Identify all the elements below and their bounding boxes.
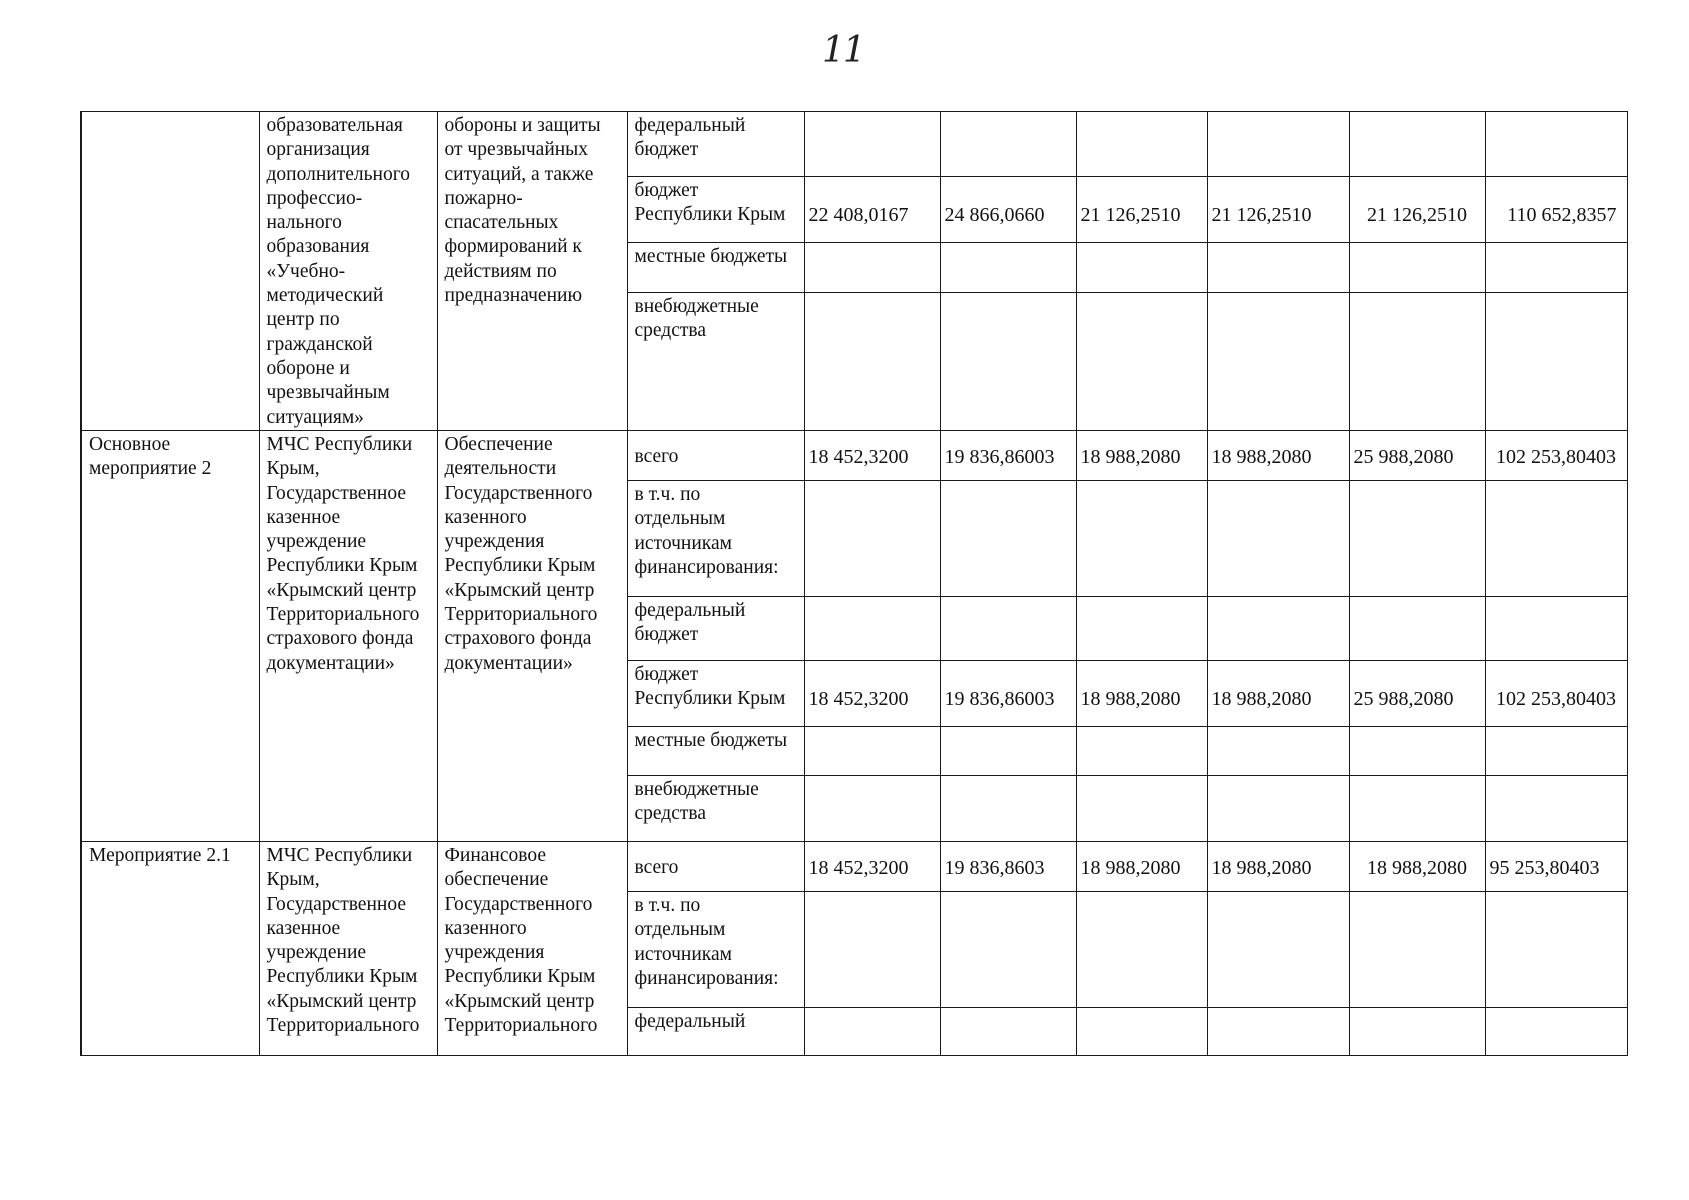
amount-cell — [940, 112, 1076, 177]
group-description-cell: Финансовое обеспечение Государственного казенного учреждения Республики Крым «Крымский центр Территориального — [437, 842, 627, 1056]
amount-cell — [1076, 776, 1207, 842]
amount-cell — [940, 597, 1076, 661]
amount-cell: 25 988,2080 — [1349, 431, 1485, 481]
group-executor-cell: МЧС Республики Крым, Государственное казенное учреждение Республики Крым «Крымский центр Территориального — [259, 842, 437, 1056]
amount-cell — [940, 1008, 1076, 1056]
amount-cell — [804, 892, 940, 1008]
amount-cell — [804, 727, 940, 776]
table-row — [81, 112, 1627, 177]
page-number: 11 — [822, 30, 864, 71]
amount-cell — [1207, 112, 1349, 177]
amount-cell — [1076, 1008, 1207, 1056]
group-executor-cell: МЧС Республики Крым, Государственное казенное учреждение Республики Крым «Крымский центр Территориального страхового фонда документации» — [259, 431, 437, 842]
group-name-cell — [81, 112, 259, 431]
amount-cell — [940, 481, 1076, 597]
amount-cell — [804, 776, 940, 842]
amount-cell — [1349, 293, 1485, 431]
group-name-cell: Мероприятие 2.1 — [81, 842, 259, 1056]
funding-source-label: внебюджетные средства — [627, 776, 804, 842]
funding-source-label: бюджет Республики Крым — [627, 177, 804, 243]
amount-cell — [1076, 597, 1207, 661]
amount-cell — [1349, 243, 1485, 293]
amount-cell: 19 836,8603 — [940, 842, 1076, 892]
group-description-cell: обороны и защиты от чрезвычайных ситуаций, а также пожарно-спасательных формирований к действиям по предназначению — [437, 112, 627, 431]
amount-cell — [940, 727, 1076, 776]
amount-cell — [940, 776, 1076, 842]
amount-cell: 102 253,80403 — [1485, 661, 1627, 727]
amount-cell — [804, 481, 940, 597]
amount-cell — [1076, 112, 1207, 177]
amount-cell — [1207, 776, 1349, 842]
amount-cell: 24 866,0660 — [940, 177, 1076, 243]
funding-source-label: федеральный бюджет — [627, 597, 804, 661]
budget-table-body — [81, 112, 1627, 1056]
amount-cell — [1349, 597, 1485, 661]
amount-cell — [940, 293, 1076, 431]
amount-cell — [1485, 481, 1627, 597]
amount-cell: 18 452,3200 — [804, 661, 940, 727]
amount-cell — [804, 597, 940, 661]
table-row — [81, 431, 1627, 481]
amount-cell — [1485, 243, 1627, 293]
amount-cell — [1485, 293, 1627, 431]
amount-cell: 18 988,2080 — [1207, 661, 1349, 727]
amount-cell — [1207, 1008, 1349, 1056]
funding-source-label: всего — [627, 842, 804, 892]
funding-source-label: всего — [627, 431, 804, 481]
group-executor-cell: образовательная организация дополнительного профессио-нального образования «Учебно-методический центр по гражданской обороне и чрезвычайным ситуациям» — [259, 112, 437, 431]
funding-source-label: местные бюджеты — [627, 243, 804, 293]
amount-cell — [940, 243, 1076, 293]
group-description-cell: Обеспечение деятельности Государственного казенного учреждения Республики Крым «Крымский центр Территориального страхового фонда документации» — [437, 431, 627, 842]
amount-cell — [1485, 1008, 1627, 1056]
group-name-cell: Основное мероприятие 2 — [81, 431, 259, 842]
amount-cell — [1076, 293, 1207, 431]
amount-cell — [1076, 243, 1207, 293]
amount-cell — [804, 1008, 940, 1056]
amount-cell — [804, 243, 940, 293]
amount-cell: 18 988,2080 — [1207, 431, 1349, 481]
amount-cell — [1349, 776, 1485, 842]
amount-cell: 19 836,86003 — [940, 431, 1076, 481]
amount-cell — [1349, 727, 1485, 776]
amount-cell — [1349, 1008, 1485, 1056]
funding-source-label: местные бюджеты — [627, 727, 804, 776]
amount-cell — [1485, 892, 1627, 1008]
funding-source-label: в т.ч. по отдельным источникам финансирования: — [627, 481, 804, 597]
amount-cell: 19 836,86003 — [940, 661, 1076, 727]
amount-cell: 21 126,2510 — [1349, 177, 1485, 243]
amount-cell — [804, 293, 940, 431]
amount-cell: 18 988,2080 — [1076, 661, 1207, 727]
amount-cell — [1349, 481, 1485, 597]
amount-cell: 18 988,2080 — [1076, 431, 1207, 481]
amount-cell: 22 408,0167 — [804, 177, 940, 243]
amount-cell — [1485, 597, 1627, 661]
funding-source-label: бюджет Республики Крым — [627, 661, 804, 727]
budget-table-container — [80, 111, 1628, 1056]
amount-cell: 18 988,2080 — [1076, 842, 1207, 892]
amount-cell — [1485, 112, 1627, 177]
amount-cell: 21 126,2510 — [1207, 177, 1349, 243]
amount-cell: 18 988,2080 — [1207, 842, 1349, 892]
funding-source-label: в т.ч. по отдельным источникам финансирования: — [627, 892, 804, 1008]
amount-cell — [1076, 727, 1207, 776]
amount-cell: 102 253,80403 — [1485, 431, 1627, 481]
amount-cell — [1207, 481, 1349, 597]
amount-cell: 21 126,2510 — [1076, 177, 1207, 243]
amount-cell — [940, 892, 1076, 1008]
amount-cell — [1207, 892, 1349, 1008]
amount-cell — [1485, 727, 1627, 776]
amount-cell: 25 988,2080 — [1349, 661, 1485, 727]
amount-cell — [1349, 892, 1485, 1008]
amount-cell — [1076, 892, 1207, 1008]
amount-cell — [1485, 776, 1627, 842]
amount-cell: 18 452,3200 — [804, 842, 940, 892]
amount-cell: 95 253,80403 — [1485, 842, 1627, 892]
amount-cell: 18 452,3200 — [804, 431, 940, 481]
table-row — [81, 842, 1627, 892]
amount-cell — [1349, 112, 1485, 177]
amount-cell — [804, 112, 940, 177]
amount-cell — [1207, 727, 1349, 776]
budget-table — [80, 111, 1628, 1056]
amount-cell — [1076, 481, 1207, 597]
amount-cell — [1207, 597, 1349, 661]
funding-source-label: внебюджетные средства — [627, 293, 804, 431]
amount-cell — [1207, 243, 1349, 293]
amount-cell: 18 988,2080 — [1349, 842, 1485, 892]
amount-cell: 110 652,8357 — [1485, 177, 1627, 243]
funding-source-label: федеральный бюджет — [627, 112, 804, 177]
amount-cell — [1207, 293, 1349, 431]
funding-source-label: федеральный — [627, 1008, 804, 1056]
